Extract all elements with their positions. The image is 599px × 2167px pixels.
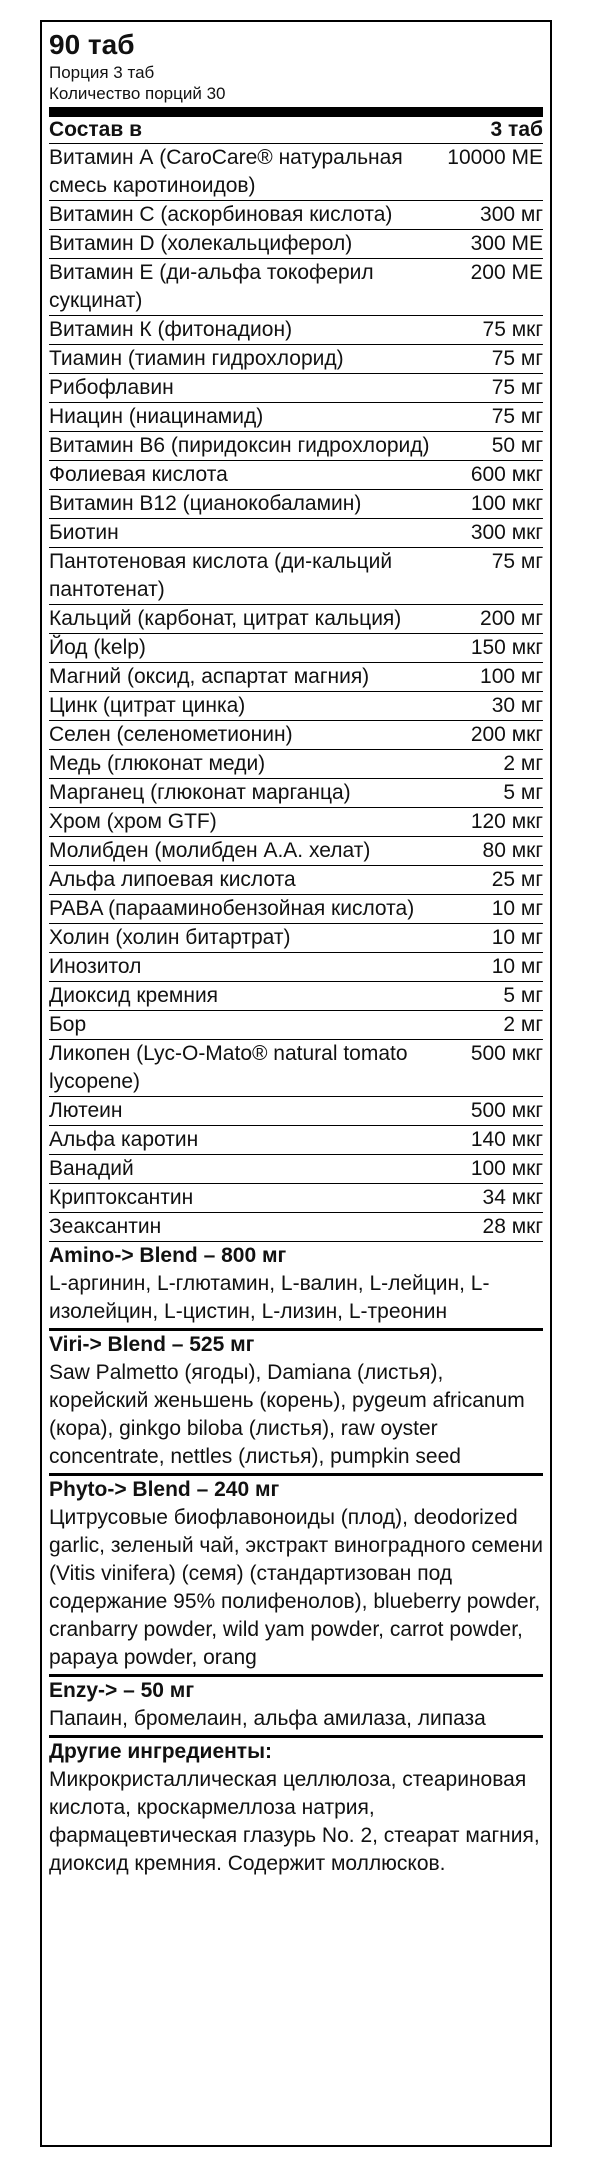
- ingredient-amount: 100 мкг: [470, 492, 543, 515]
- blend-description: Цитрусовые биофлавоноиды (плод), deodorized garlic, зеленый чай, экстракт виноградного семени (Vitis vinifera) (семя) (стандартизован под содержание 95% полифенолов), blueberry powder, cranbarry powder, wild yam powder, carrot powder, papaya powder, orang: [49, 1506, 543, 1669]
- ingredient-name: Ликопен (Lyc-O-Mato® natural tomato lycopene): [49, 1042, 408, 1093]
- other-ingredients-title: Другие ингредиенты:: [49, 1740, 273, 1763]
- ingredient-name: Марганец (глюконат марганца): [49, 781, 351, 804]
- serving-size: Порция 3 таб: [49, 63, 155, 82]
- ingredient-name: Медь (глюконат меди): [49, 752, 266, 775]
- ingredient-name: Фолиевая кислота: [49, 463, 228, 486]
- table-row: [49, 519, 543, 548]
- thick-divider: [49, 107, 543, 117]
- table-row: [49, 953, 543, 982]
- ingredient-name: Витамин В6 (пиридоксин гидрохлорид): [49, 434, 430, 457]
- ingredient-amount: 75 мг: [491, 550, 543, 573]
- ingredient-name: Витамин Е (ди-альфа токоферил сукцинат): [49, 261, 374, 312]
- ingredient-name: Тиамин (тиамин гидрохлорид): [49, 347, 344, 370]
- ingredient-amount: 150 мкг: [470, 636, 543, 659]
- ingredient-name: Биотин: [49, 521, 119, 544]
- ingredient-name: Пантотеновая кислота (ди-кальций пантотенат): [49, 550, 393, 601]
- ingredient-name: Витамин А (CaroCare® натуральная смесь каротиноидов): [49, 146, 403, 197]
- table-row: [49, 866, 543, 895]
- table-row: [49, 144, 543, 201]
- ingredient-amount: 500 мкг: [470, 1099, 543, 1122]
- ingredient-amount: 2 мг: [503, 752, 543, 775]
- table-row: [49, 230, 543, 259]
- ingredient-amount: 34 мкг: [482, 1186, 543, 1209]
- ingredient-name: Зеаксантин: [49, 1215, 162, 1238]
- ingredient-amount: 75 мг: [491, 376, 543, 399]
- ingredient-name: Йод (kelp): [49, 636, 146, 659]
- ingredient-name: Лютеин: [49, 1099, 123, 1122]
- table-row: [49, 895, 543, 924]
- table-row: [49, 432, 543, 461]
- ingredient-amount: 28 мкг: [482, 1215, 543, 1238]
- table-row: [49, 403, 543, 432]
- table-row: [49, 548, 543, 605]
- ingredient-amount: 80 мкг: [482, 839, 543, 862]
- ingredient-amount: 75 мг: [491, 405, 543, 428]
- ingredient-amount: 300 мг: [480, 203, 543, 226]
- ingredient-amount: 10 мг: [491, 955, 543, 978]
- ingredient-name: Цинк (цитрат цинка): [49, 694, 246, 717]
- ingredient-amount: 600 мкг: [470, 463, 543, 486]
- table-row: [49, 1184, 543, 1213]
- ingredient-amount: 140 мкг: [470, 1128, 543, 1151]
- blend-block: [49, 1331, 543, 1476]
- ingredient-amount: 200 мг: [480, 607, 543, 630]
- ingredient-amount: 30 мг: [491, 694, 543, 717]
- ingredient-name: Хром (хром GTF): [49, 810, 217, 833]
- table-row: [49, 837, 543, 866]
- ingredient-name: Рибофлавин: [49, 376, 174, 399]
- ingredient-amount: 10 мг: [491, 897, 543, 920]
- table-row: [49, 634, 543, 663]
- blend-description: L-аргинин, L-глютамин, L-валин, L-лейцин, L-изолейцин, L-цистин, L-лизин, L-треонин: [49, 1272, 490, 1323]
- ingredient-name: Витамин К (фитонадион): [49, 318, 293, 341]
- ingredient-amount: 25 мг: [491, 868, 543, 891]
- blend-title: Amino-> Blend – 800 мг: [49, 1244, 287, 1267]
- ingredient-amount: 10000 МЕ: [447, 146, 543, 169]
- ingredient-name: Витамин С (аскорбиновая кислота): [49, 203, 393, 226]
- table-row: [49, 201, 543, 230]
- blend-description: Saw Palmetto (ягоды), Damiana (листья), корейский женьшень (корень), pygeum africanum (кора), ginkgo biloba (листья), raw oyster concentrate, nettles (листья), pumpkin seed: [49, 1361, 525, 1468]
- table-row: [49, 259, 543, 316]
- blend-title: Phyto-> Blend – 240 мг: [49, 1478, 280, 1501]
- ingredient-amount: 100 мг: [480, 665, 543, 688]
- table-row: [49, 750, 543, 779]
- blend-block: [49, 1242, 543, 1331]
- table-header: [49, 117, 543, 144]
- blend-block: [49, 1476, 543, 1677]
- blend-title: Enzy-> – 50 мг: [49, 1679, 195, 1702]
- ingredient-amount: 200 мкг: [470, 723, 543, 746]
- ingredient-amount: 50 мг: [491, 434, 543, 457]
- table-row: [49, 374, 543, 403]
- table-row: [49, 490, 543, 519]
- table-row: [49, 924, 543, 953]
- table-row: [49, 605, 543, 634]
- ingredient-name: Витамин D (холекальциферол): [49, 232, 353, 255]
- table-row: [49, 345, 543, 374]
- ingredient-name: Холин (холин битартрат): [49, 926, 291, 949]
- table-row: [49, 1213, 543, 1242]
- ingredient-name: Магний (оксид, аспартат магния): [49, 665, 370, 688]
- table-row: [49, 1040, 543, 1097]
- other-ingredients-text: Микрокристаллическая целлюлоза, стеариновая кислота, кроскармеллоза натрия, фармацевтическая глазурь No. 2, стеарат магния, диоксид кремния. Содержит моллюсков.: [49, 1768, 540, 1875]
- table-row: [49, 1097, 543, 1126]
- ingredient-name: Альфа каротин: [49, 1128, 199, 1151]
- ingredient-name: Инозитол: [49, 955, 142, 978]
- table-row: [49, 663, 543, 692]
- ingredient-amount: 75 мг: [491, 347, 543, 370]
- ingredient-amount: 5 мг: [503, 984, 543, 1007]
- blend-section: [49, 1242, 543, 1738]
- ingredient-amount: 2 мг: [503, 1013, 543, 1036]
- ingredient-amount: 75 мкг: [482, 318, 543, 341]
- blend-title: Viri-> Blend – 525 мг: [49, 1333, 255, 1356]
- supplement-facts-panel: [40, 20, 552, 2147]
- ingredient-name: Селен (селенометионин): [49, 723, 293, 746]
- table-row: [49, 692, 543, 721]
- ingredient-name: Альфа липоевая кислота: [49, 868, 296, 891]
- table-row: [49, 1155, 543, 1184]
- table-row: [49, 721, 543, 750]
- ingredient-name: Ниацин (ниацинамид): [49, 405, 264, 428]
- ingredient-rows: [49, 144, 543, 1242]
- ingredient-name: Диоксид кремния: [49, 984, 219, 1007]
- table-row: [49, 779, 543, 808]
- ingredient-amount: 300 МЕ: [470, 232, 543, 255]
- servings-count: Количество порций 30: [49, 84, 226, 103]
- ingredient-name: Кальций (карбонат, цитрат кальция): [49, 607, 402, 630]
- ingredient-name: Ванадий: [49, 1157, 134, 1180]
- blend-description: Папаин, бромелаин, альфа амилаза, липаза: [49, 1707, 486, 1730]
- table-row: [49, 1011, 543, 1040]
- header-amount: 3 таб: [490, 118, 543, 141]
- ingredient-amount: 100 мкг: [470, 1157, 543, 1180]
- ingredient-amount: 5 мг: [503, 781, 543, 804]
- ingredient-name: Витамин В12 (цианокобаламин): [49, 492, 362, 515]
- table-row: [49, 461, 543, 490]
- ingredient-name: Бор: [49, 1013, 87, 1036]
- ingredient-amount: 300 мкг: [470, 521, 543, 544]
- ingredient-name: Криптоксантин: [49, 1186, 194, 1209]
- ingredient-amount: 10 мг: [491, 926, 543, 949]
- table-row: [49, 808, 543, 837]
- label-title: 90 таб: [49, 29, 135, 60]
- header-label: Состав в: [49, 118, 143, 141]
- blend-block: [49, 1677, 543, 1738]
- ingredient-amount: 500 мкг: [470, 1042, 543, 1065]
- ingredient-name: Молибден (молибден А.А. хелат): [49, 839, 371, 862]
- table-row: [49, 316, 543, 345]
- ingredient-amount: 200 МЕ: [470, 261, 543, 284]
- ingredient-name: PABA (парааминобензойная кислота): [49, 897, 415, 920]
- ingredient-amount: 120 мкг: [470, 810, 543, 833]
- table-row: [49, 1126, 543, 1155]
- table-row: [49, 982, 543, 1011]
